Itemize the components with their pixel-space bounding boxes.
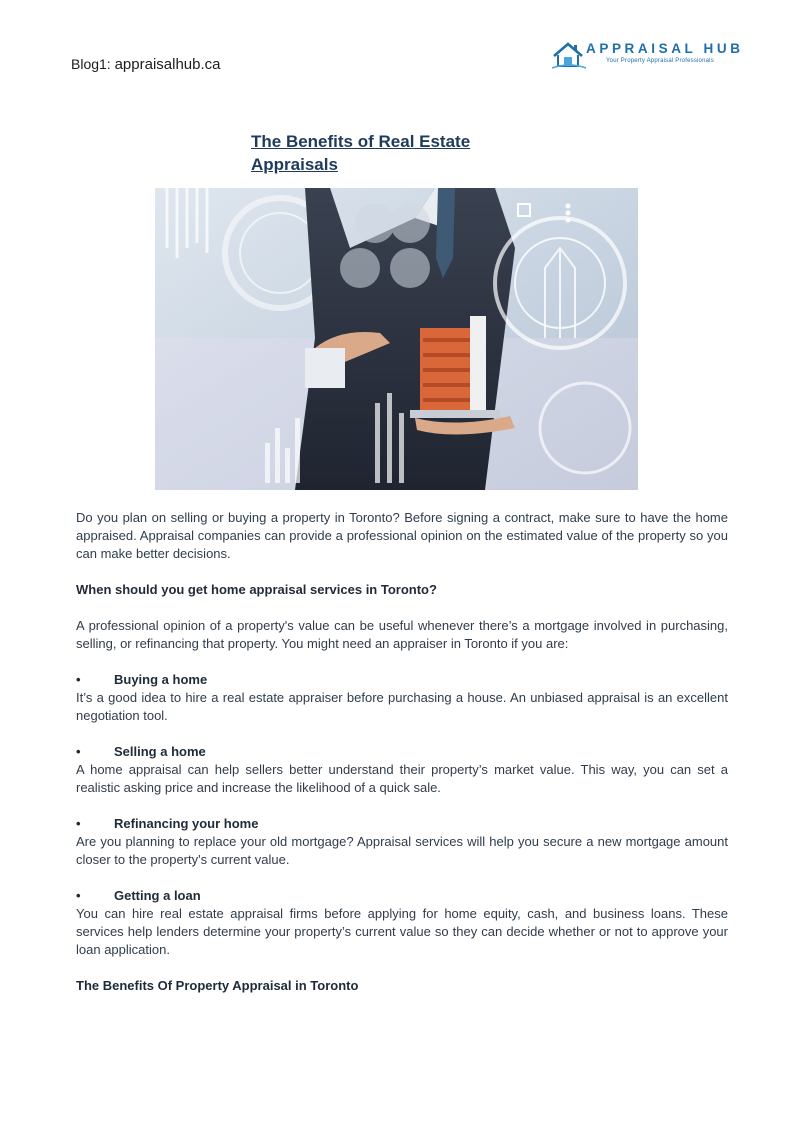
bullet-item [76,671,728,689]
bullet-icon: • [76,672,81,687]
hero-image [155,188,638,490]
bullet-item [76,815,728,833]
section-paragraph-when: A professional opinion of a property's value can be useful whenever there’s a mortgage involved in purchasing, selling, or refinancing that property. You might need an appraiser in Toronto if you are: [76,618,728,651]
bullet-text: You can hire real estate appraisal firms before applying for home equity, cash, and business loans. These services help lenders determine your property’s current value so they can decide whether or not to approve your loan application. [76,906,728,957]
appraisal-hub-logo [552,40,752,72]
site-url: appraisalhub.ca [114,56,221,73]
bullet-title: Refinancing your home [114,816,259,831]
bullet-icon: • [76,744,81,759]
bullet-text: A home appraisal can help sellers better understand their property’s market value. This way, you can set a realistic asking price and increase the likelihood of a quick sale. [76,762,728,795]
bullet-title: Selling a home [114,744,206,759]
section-heading-benefits: The Benefits Of Property Appraisal in Toronto [76,978,359,993]
bullet-icon: • [76,888,81,903]
house-logo-icon [552,40,586,70]
bullet-item [76,743,728,761]
section-heading-when: When should you get home appraisal services in Toronto? [76,582,437,597]
businessman-building-illustration [155,188,638,490]
bullet-title: Getting a loan [114,888,201,903]
article-title: The Benefits of Real Estate Appraisals [251,132,471,174]
logo-tagline: Your Property Appraisal Professionals [606,58,714,64]
bullet-text: It’s a good idea to hire a real estate appraiser before purchasing a house. An unbiased appraisal is an excellent negotiation tool. [76,690,728,723]
article-body [76,509,728,995]
bullet-text: Are you planning to replace your old mortgage? Appraisal services will help you secure a new mortgage amount closer to the property's current value. [76,834,728,867]
bullet-icon: • [76,816,81,831]
bullet-item [76,887,728,905]
bullet-title: Buying a home [114,672,208,687]
intro-paragraph: Do you plan on selling or buying a property in Toronto? Before signing a contract, make sure to have the home appraised. Appraisal companies can provide a professional opinion on the estimated value of the property so you can make better decisions. [76,510,728,561]
blog-label [71,56,221,73]
blog-label-prefix: Blog1: [71,56,115,72]
logo-wordmark: APPRAISAL HUB [586,41,744,56]
